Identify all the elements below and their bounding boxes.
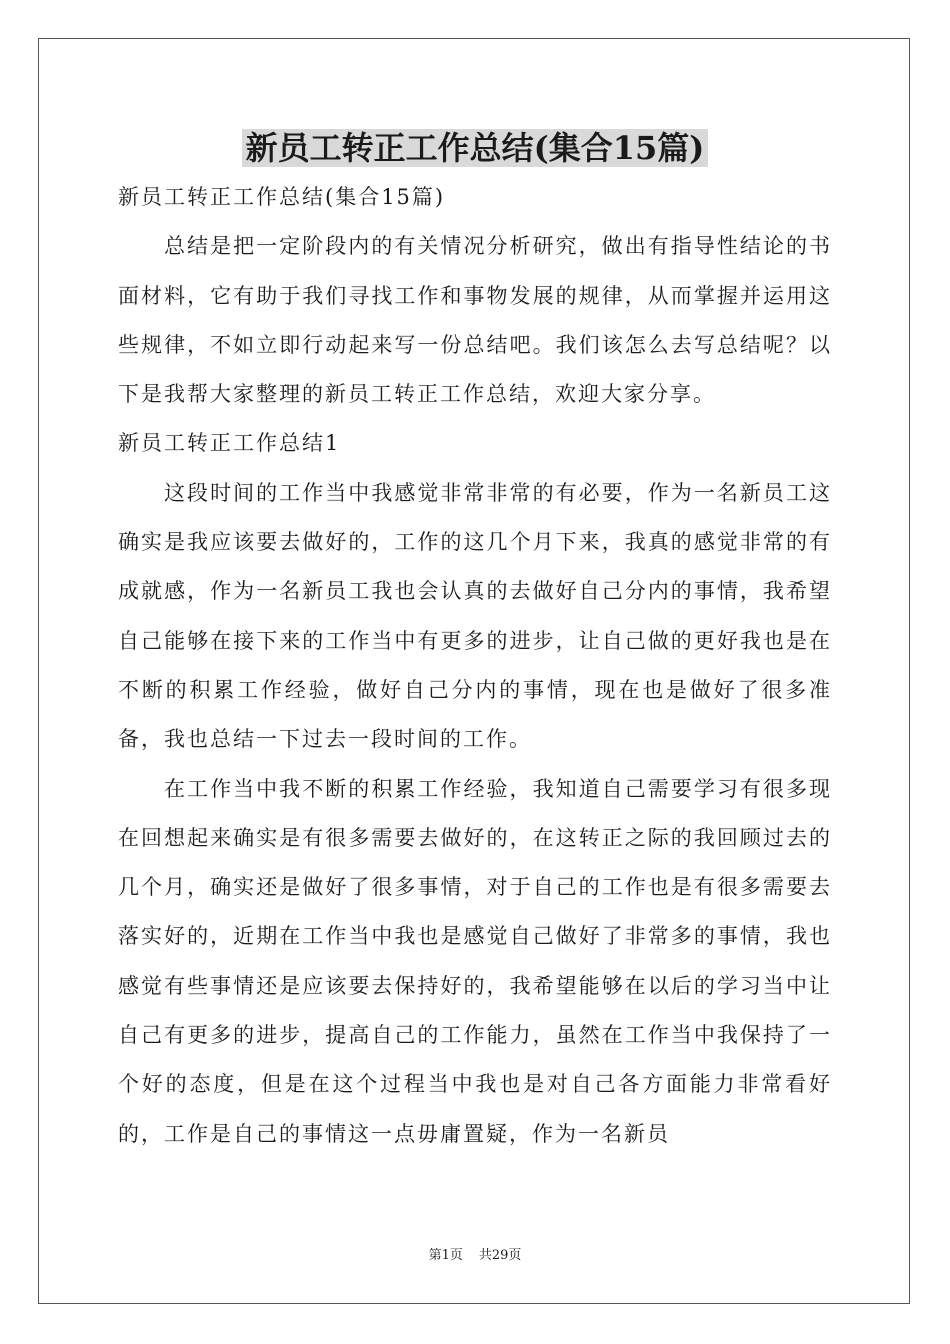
section-heading: 新员工转正工作总结1 — [118, 431, 341, 456]
document-subtitle: 新员工转正工作总结(集合15篇) — [118, 185, 446, 209]
page-footer — [0, 1246, 950, 1266]
section-paragraph-2: 在工作当中我不断的积累工作经验，我知道自己需要学习有很多现在回想起来确实是有很多需要去做好的，在这转正之际的我回顾过去的几个月，确实还是做好了很多事情，对于自己的工作也是有很多需要去落实好的，近期在工作当中我也是感觉自己做好了非常多的事情，我也感觉有些事情还是应该要去保持好的，我希望能够在以后的学习当中让自己有更多的进步，提高自己的工作能力，虽然在工作当中我保持了一个好的态度，但是在这个过程当中我也是对自己各方面能力非常看好的，工作是自己的事情这一点毋庸置疑，作为一名新员 — [118, 776, 832, 1146]
document-body — [118, 173, 832, 1159]
document-title-text: 新员工转正工作总结(集合15篇) — [242, 129, 709, 167]
page-number-total: 共29页 — [478, 1248, 522, 1263]
intro-paragraph: 总结是把一定阶段内的有关情况分析研究，做出有指导性结论的书面材料，它有助于我们寻找工作和事物发展的规律，从而掌握并运用这些规律，不如立即行动起来写一份总结吧。我们该怎么去写总结呢？以下是我帮大家整理的新员工转正工作总结，欢迎大家分享。 — [118, 234, 832, 407]
section-paragraph-1: 这段时间的工作当中我感觉非常非常的有必要，作为一名新员工这确实是我应该要去做好的，工作的这几个月下来，我真的感觉非常的有成就感，作为一名新员工我也会认真的去做好自己分内的事情，我希望自己能够在接下来的工作当中有更多的进步，让自己做的更好我也是在不断的积累工作经验，做好自己分内的事情，现在也是做好了很多准备，我也总结一下过去一段时间的工作。 — [118, 480, 832, 752]
page-number-current: 第1页 — [428, 1248, 463, 1263]
document-title — [0, 126, 950, 170]
